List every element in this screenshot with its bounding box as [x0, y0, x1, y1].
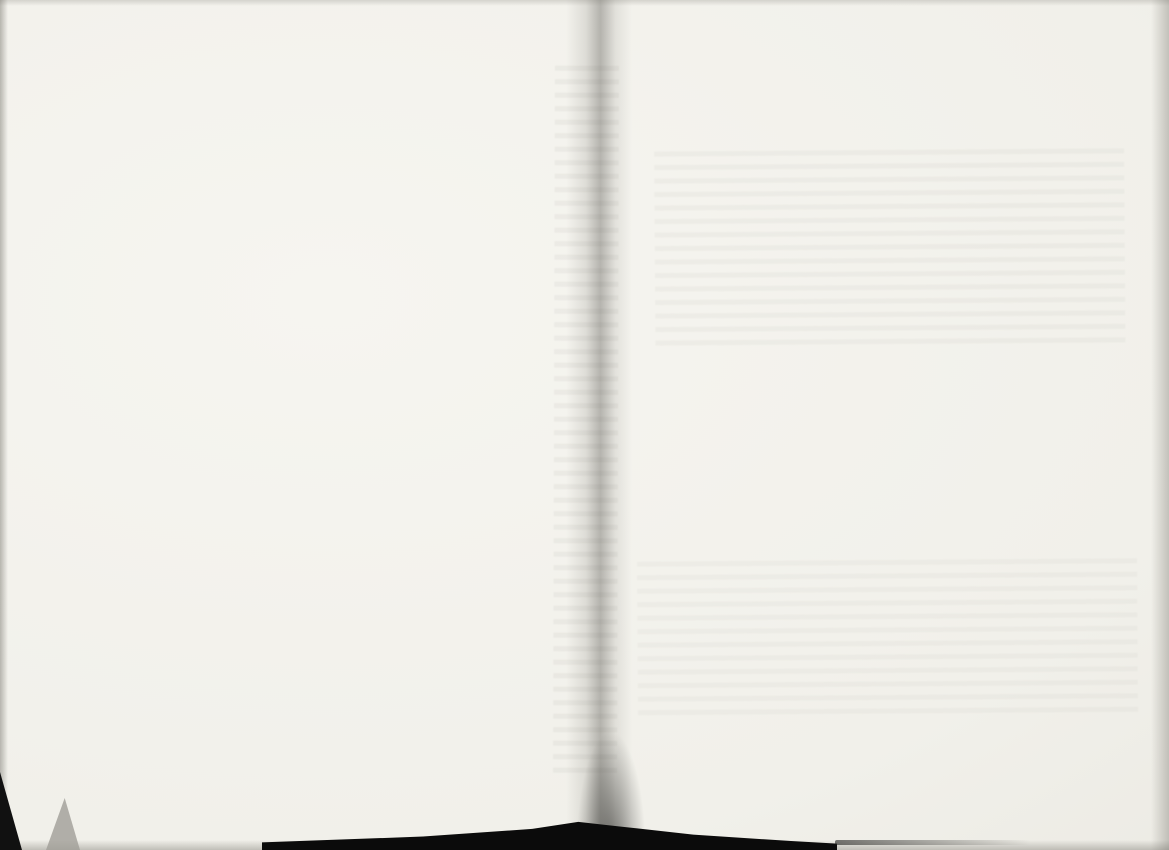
page-142: [40, 19, 552, 40]
scan-artifact-corner: [0, 772, 22, 850]
ink-bleed-through: [637, 558, 1138, 721]
chart-plot-area-au-aur: [606, 426, 1154, 430]
chart-plot-area-ow-aql: [603, 44, 1151, 48]
light-curve-chart-au-aur: [606, 426, 1154, 432]
ink-bleed-through: [654, 148, 1125, 351]
chart-caption-ow-aql: [603, 46, 1151, 50]
body-text-column: [40, 39, 552, 40]
scan-edge-left: [0, 0, 8, 850]
page-number-left: [40, 19, 552, 20]
page-number-right: [593, 26, 1126, 30]
scan-artifact-smudge: [46, 798, 80, 850]
chart-caption-au-aur: [606, 428, 1154, 432]
light-curve-chart-ow-aql: [603, 44, 1151, 50]
page-143: [593, 0, 1169, 850]
